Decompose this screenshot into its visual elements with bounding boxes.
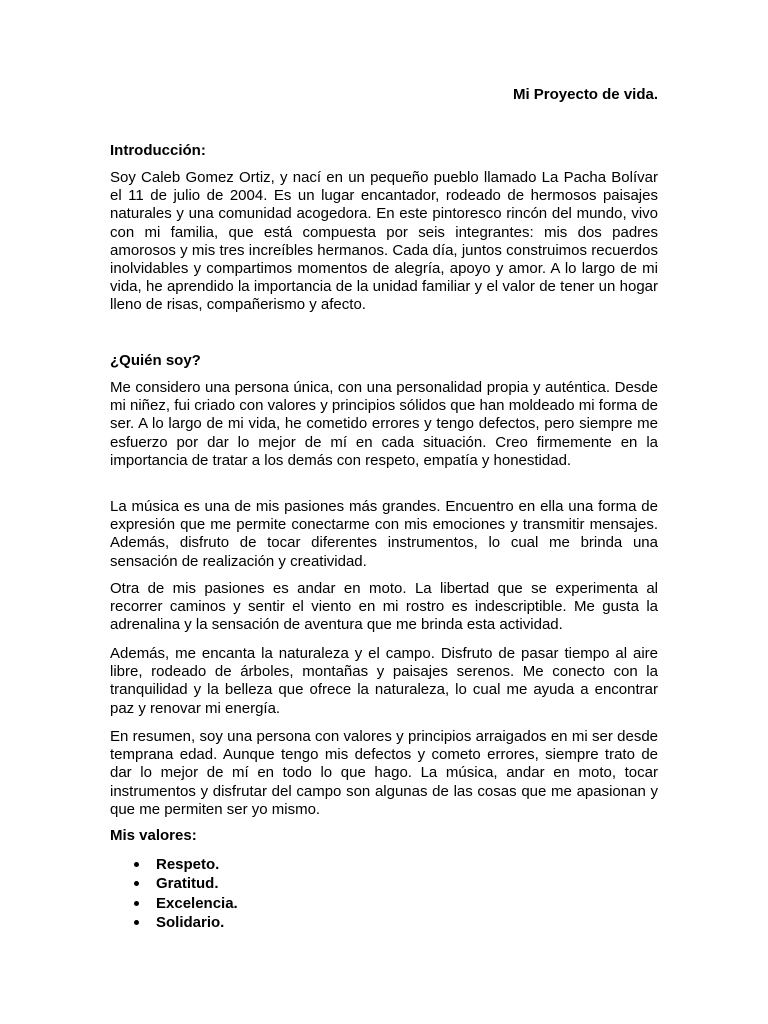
quien-soy-paragraph-3: Otra de mis pasiones es andar en moto. La libertad que se experimenta al recorrer caminos y sentir el viento en mi rostro es indescriptible. Me gusta la adrenalina y la sensación de aventura que me brinda esta actividad.: [110, 580, 658, 634]
bullet-icon: [134, 901, 139, 906]
mis-valores-heading: Mis valores:: [110, 827, 197, 844]
list-item: [110, 874, 238, 893]
quien-soy-paragraph-4: Además, me encanta la naturaleza y el campo. Disfruto de pasar tiempo al aire libre, rodeado de árboles, montañas y paisajes serenos. Me conecto con la tranquilidad y la belleza que ofrece la naturaleza, lo cual me ayuda a encontrar paz y renovar mi energía.: [110, 645, 658, 717]
quien-soy-paragraph-5: En resumen, soy una persona con valores y principios arraigados en mi ser desde temprana edad. Aunque tengo mis defectos y cometo errores, siempre trato de dar lo mejor de mí en todo lo que hago. La música, andar en moto, tocar instrumentos y disfrutar del campo son algunas de las cosas que me apasionan y que me permiten ser yo mismo.: [110, 728, 658, 818]
values-list: [110, 855, 238, 932]
value-label: Solidario.: [156, 913, 225, 931]
list-item: [110, 855, 238, 874]
value-label: Respeto.: [156, 856, 220, 873]
quien-soy-paragraph-1: Me considero una persona única, con una personalidad propia y auténtica. Desde mi niñez, fui criado con valores y principios sólidos que han moldeado mi forma de ser. A lo largo de mi vida, he cometido errores y tengo defectos, pero siempre me esfuerzo por dar lo mejor de mí en cada situación. Creo firmemente en la importancia de tratar a los demás con respeto, empatía y honestidad.: [110, 379, 658, 469]
quien-soy-paragraph-2: La música es una de mis pasiones más grandes. Encuentro en ella una forma de expresión que me permite conectarme con mis emociones y transmitir mensajes. Además, disfruto de tocar diferentes instrumentos, lo cual me brinda una sensación de realización y creatividad.: [110, 498, 658, 570]
introduccion-heading: Introducción:: [110, 142, 206, 159]
quien-soy-heading: ¿Quién soy?: [110, 352, 201, 369]
value-label: Excelencia.: [156, 894, 238, 912]
bullet-icon: [134, 920, 139, 925]
document-page: [110, 0, 658, 1024]
bullet-icon: [134, 862, 139, 867]
bullet-icon: [134, 881, 139, 886]
list-item: [110, 894, 238, 913]
introduccion-paragraph: Soy Caleb Gomez Ortiz, y nací en un pequeño pueblo llamado La Pacha Bolívar el 11 de julio de 2004. Es un lugar encantador, rodeado de hermosos paisajes naturales y una comunidad acogedora. En este pintoresco rincón del mundo, vivo con mi familia, que está compuesta por seis integrantes: mis dos padres amorosos y mis tres increíbles hermanos. Cada día, juntos construimos recuerdos inolvidables y compartimos momentos de alegría, apoyo y amor. A lo largo de mi vida, he aprendido la importancia de la unidad familiar y el valor de tener un hogar lleno de risas, compañerismo y afecto.: [110, 169, 658, 314]
value-label: Gratitud.: [156, 875, 219, 893]
document-title: Mi Proyecto de vida.: [512, 86, 658, 103]
list-item: [110, 913, 238, 932]
